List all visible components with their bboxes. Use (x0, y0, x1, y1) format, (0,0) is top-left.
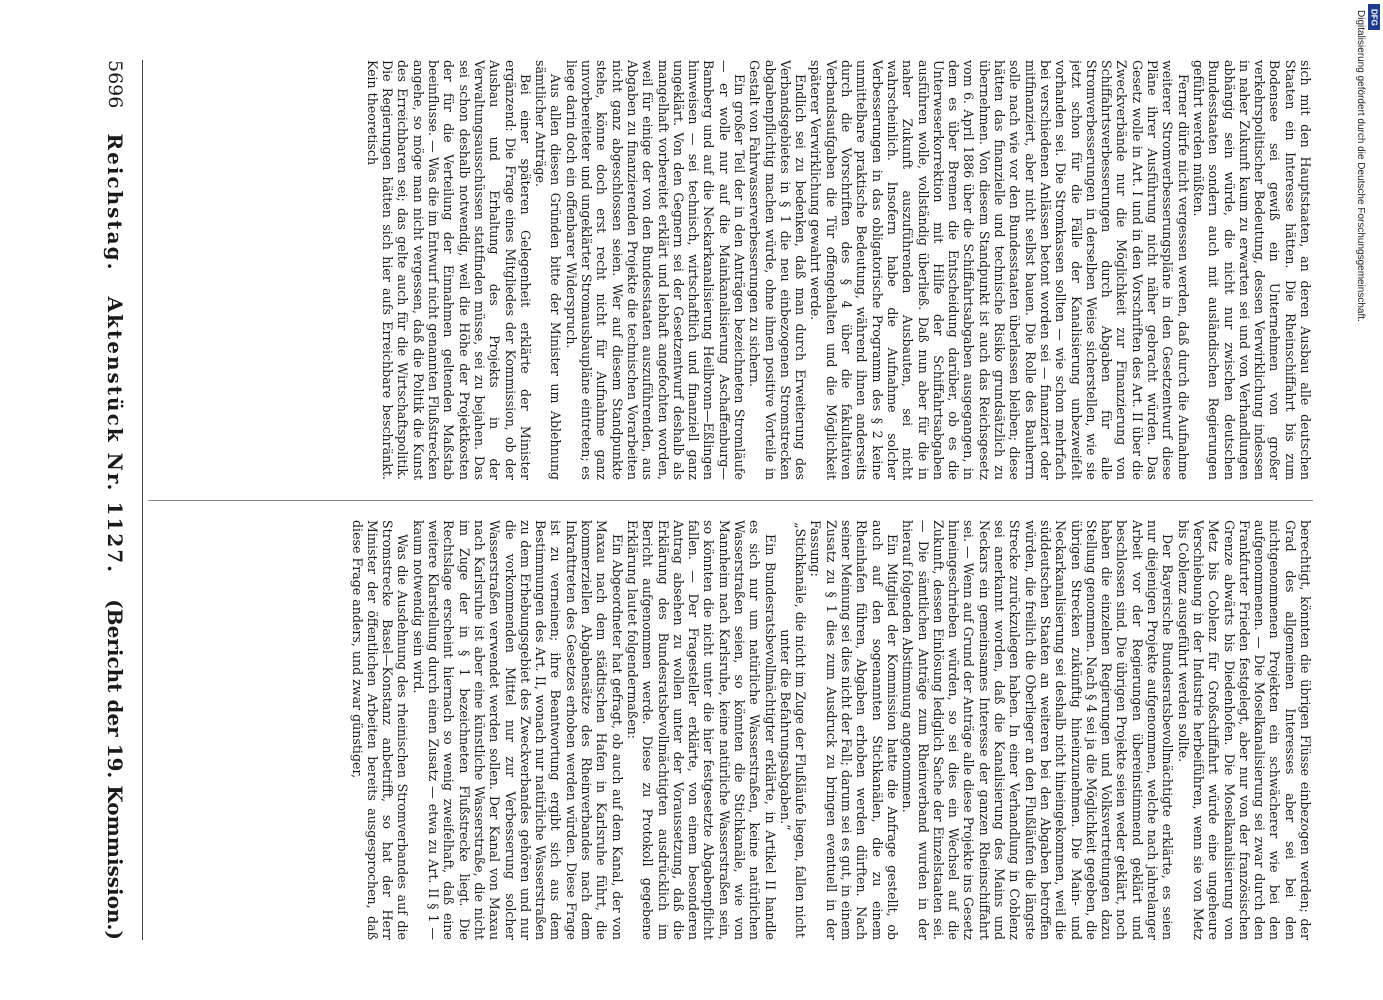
paragraph: Ein Abgeordneter hat gefragt, ob auch auf dem Kanal, der von Maxau nach dem städtischen Hafen in Karlsruhe führt, die kommerziellen Abgabensätze des Rheinverbandes nach dem Inkrafttreten des Gesetzes erhoben werden würden. Diese Frage ist zu verneinen; ihre Beantwortung ergibt sich aus dem Bestimmungen des Art. II, wonach nur natürliche Wasserstraßen zu dem Erhebungsgebiet des Zweckverbandes gehören und nur die vorkommenden Mittel nur zur Verbesserung solcher Wasserstraßen verwendet werden sollen. Der Kanal von Maxau nach Karlsruhe ist aber eine künstliche Wasserstraße, die nicht im Zuge der in § 1 bezeichneten Flußstrecke liegt. Die Rechtslage erscheint hiernach so wenig zweifelhaft, daß eine weitere Klarstellung durch einen Zusatz — etwa zu Art. II § 1 — kaum notwendig sein wird. (410, 520, 625, 940)
header-subtitle: (Bericht der 19. Kommission.) (103, 599, 127, 940)
column-divider (148, 500, 1313, 501)
paragraph: sich mit den Hauptstaaten, an deren Ausbau alle deutschen Staaten ein Interesse hätten. Die Rheinschiffahrt bis zum Bodensee sei gewiß ein Unternehmen von großer verkehrspolitischer Bedeutung, dessen Verwirklichung indessen in naher Zukunft kaum zu erwarten sei und von Verhandlungen abhängig sein würde, die nicht nur zwischen deutschen Bundesstaaten sondern auch mit ausländischen Regierungen geführt werden müßten. (1190, 60, 1313, 480)
paragraph: Bei einer späteren Gelegenheit erklärte der Minister ergänzend: Die Frage eines Mitgliedes der Kommission, ob der Ausbau und Erhaltung des Projekts in der Verwaltungsausschüssen stattfinden müsse, sei zu bejahen. Das sei schon deshalb notwendig, weil die Höhe der Projektkosten der für die Verteilung der Einnahmen geltenden Maßstab beeinflusse. — Was die im Entwurf nicht genannten Flußstrecken angehe, so möge man nicht vergessen, daß die Politik die Kunst des Erreichbaren sei; das gelte auch für die Wirtschaftspolitik. Die Regierungen hätten sich hier aufs Erreichbare beschränkt. Kein theoretisch (364, 60, 533, 480)
page-header (95, 60, 135, 940)
paragraph: Aus allen diesen Gründen bitte der Minister um Ablehnung sämtlicher Anträge. (533, 60, 564, 480)
digitization-credit: Digitalisierung gefördert durch die Deutsche Forschungsgemeinschaft. (1355, 10, 1366, 322)
header-rule (142, 60, 143, 940)
paragraph: berechtigt, könnten die übrigen Flüsse einbezogen werden; der Grad des allgemeinen Interesses aber sei bei den nichtgenommenen Projekten ein schwächerer wie bei den aufgenommenen. — Die Moselkanalisierung sei zwar durch den Frankfurter Frieden festgelegt, aber nur von der französischen Grenze abwärts bis Diedenhofen. Die Moselkanalisierung von Metz bis Coblenz für Großschiffahrt würde eine ungeheure Verschiebung in der Industrie herbeiführen, wenn sie von Metz bis Coblenz ausgeführt werden sollte. (1175, 520, 1313, 940)
paragraph: „Stichkanäle, die nicht im Zuge der Flußläufe liegen, fallen nicht unter die Befahrungsabgaben.“ (777, 522, 809, 938)
paragraph: Ein Bundesratsbevollmächtigter erklärte, in Artikel II handle es sich nur um natürliche Wasserstraßen, keine natürlichen Wasserstraßen seien, so könnten die Stichkanäle, wie von Mannheim nach Karlsruhe, keine natürliche Wasserstraßen sein, so könnten die nicht unter die hier festgesetzte Abgabenpflicht fallen. — Der Fragesteller erklärte, von einem besonderen Antrag absehen zu wollen unter der Voraussetzung, daß die Erklärung des Bundesratsbevollmächtigten ausdrücklich im Bericht aufgenommen werde. Diese zu Protokoll gegebene Erklärung lautet folgendermaßen: (624, 520, 778, 940)
text-column-left (148, 60, 1313, 480)
paragraph: Der Bayerische Bundesratsbevollmächtigte erklärte, es seien nur diejenigen Projekte aufgenommen, welche nach jahrelanger Arbeit vor der Regierungen übereinstimmend geklärt und beschlossen sind. Die übrigen Projekte seien weder geklärt, noch haben die einzelnen Regierungen und Volksvertretungen dazu Stellung genommen. Nach § 4 sei ja die Möglichkeit gegeben, die übrigen Strecken zukünftig hineinzunehmen. Die Main- und Neckarkanalisierung sei deshalb nicht hineingekommen, weil die süddeutschen Staaten an weiteren bei den Abgaben betroffen würden, die freilich die Oberlieger an den Flußläufen die längste Strecke zurückzulegen haben. In einer Verhandlung in Coblenz sei anerkannt worden, daß die Kanalisierung des Mains und Neckars ein gemeinsames Interesse der ganzen Rheinschiffahrt sei. — Wenn auf Grund der Anträge alle diese Projekte ins Gesetz hineingeschrieben würden, so sei dies ein Wechsel auf die Zukunft, dessen Einlösung lediglich Sache der Einzelstaaten sei. — Die sämtlichen Anträge zum Rheinverband wurden in der hierauf folgenden Abstimmung angenommen. (900, 520, 1176, 940)
paragraph: Was die Ausdehnung des rheinischen Stromverbandes auf die Stromstrecke Basel—Konstanz anbetrifft, so hat der Herr Minister der öffentlichen Arbeiten bereits ausgesprochen, daß diese Frage anders, und zwar günstiger, (349, 520, 411, 940)
header-title: Reichstag. (103, 133, 127, 272)
page-number: 5696 (104, 60, 126, 109)
paragraph: Ein Mitglied der Kommission hatte die Anfrage gestellt, ob auch auf den sogenannten Stichkanälen, die zu einem Rheinhafen führen, Abgaben erhoben werden dürften. Nach seiner Meinung sei dies nicht der Fall; darum sei es gut, in einem Zusatz zu § 1 dies zum Ausdruck zu bringen eventuell in der Fassung: (808, 520, 900, 940)
paragraph: Ferner dürfe nicht vergessen werden, daß durch die Aufnahme weiterer Stromverbesserungspläne in den Gesetzentwurf diese Pläne ihrer Ausführung nicht näher gebracht würden. Das Gesetz wolle in Art. I und in den Vorschriften des Art. II über die Zweckverbände nur die Möglichkeit zur Finanzierung von Schiffahrtsverbesserungen durch Abgaben für alle Stromverbesserungen in derselben Weise sicherstellen, wie sie jetzt schon für die Fälle der Kanalisierung unbezweifelt vorhanden sei. Die Stromkassen sollten — wie schon mehrfach bei verschiedenen Anlässen betont worden sei — finanziert oder mitfinanziert, aber nicht selbst bauen. Die Rolle des Bauherrn solle nach wie vor den Bundesstaaten überlassen bleiben; diese hätten das finanzielle und technische Risiko grundsätzlich zu übernehmen. Von diesem Standpunkt ist auch das Reichsgesetz vom 6. April 1886 über die Schiffahrtsabgaben ausgegangen, in dem es über Bremen die Entscheidung darüber, ob es die Unterweserkorrektion mit Hilfe der Schiffahrtsabgaben ausführen wolle, vollständig überließ. Daß nun aber für die in naher Zukunft auszuführenden Ausbauten, sei nicht wahrscheinlich. Insofern habe die Aufnahme solcher Verbesserungen in das obligatorische Programm des § 2 keine unmittelbare praktische Bedeutung, während ihnen anderseits durch die Vorschriften des § 4 über die fakultativen Verbandsaufgaben die Tür offengehalten und die Möglichkeit späterer Verwirklichung gewahrt werde. (808, 60, 1191, 480)
paragraph: Ein großer Teil der in den Anträgen bezeichneten Stromläufe — er wolle nur auf die Mainkanalisierung Aschaffenburg—Bamberg und auf die Neckarkanalisierung Heilbronn—Eßlingen hinweisen — sei technisch, wirtschaftlich und finanziell ganz ungeklärt. Von den Gegnern sei der Gesetzentwurf deshalb als mangelhaft vorbereitet erklärt und lebhaft angefochten worden, weil für einige der von den Bundesstaaten auszuführenden, aus Abgaben zu finanzierenden Projekte die technischen Vorarbeiten nicht ganz abgeschlossen seien. Wer auf diesem Standpunkte stehe, könne doch erst recht nicht für Aufnahme ganz unvorbereiteter und ungeklärter Stromausbaupläne eintreten; es liege darin doch ein offenbarer Widerspruch. (563, 60, 748, 480)
paragraph: Endlich sei zu bedenken, daß man durch Erweiterung des Verbandsgebietes in § 1 die neu einbezogenen Stromstrecken abgabenpflichtig machen würde, ohne ihnen positive Vorteile in Gestalt von Fahrwasserverbesserungen zu sichern. (747, 60, 809, 480)
document-number: Aktenstück Nr. 1127. (103, 296, 127, 575)
dfg-logo: DFG (1368, 4, 1380, 30)
text-column-right (148, 520, 1313, 940)
